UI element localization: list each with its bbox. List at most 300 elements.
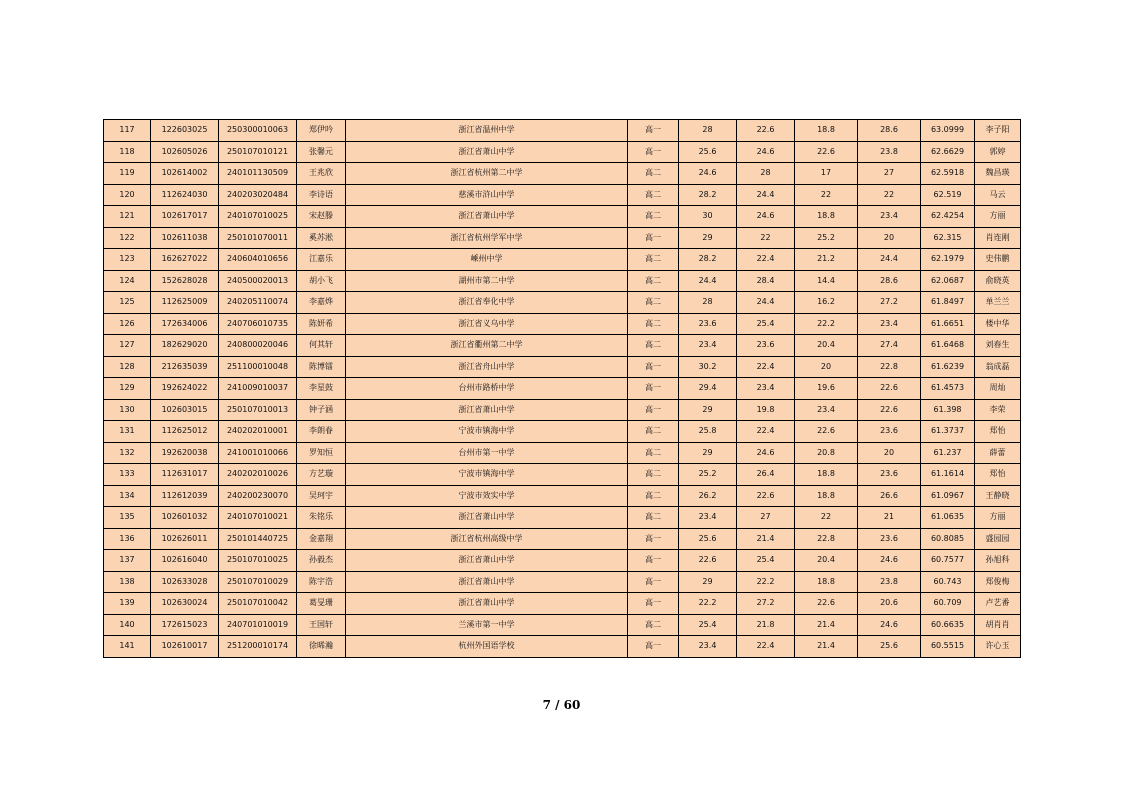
cell-student-name: 李星鼓 [297,378,346,400]
cell-rank: 117 [104,120,151,142]
cell-score-2: 22.6 [737,120,795,142]
cell-rank: 126 [104,313,151,335]
cell-score-3: 19.6 [795,378,858,400]
cell-exam-id: 102626011 [151,528,219,550]
cell-exam-id: 112624030 [151,184,219,206]
cell-rank: 121 [104,206,151,228]
cell-score-2: 28 [737,163,795,185]
cell-total-score: 62.0687 [921,270,975,292]
cell-exam-id: 112612039 [151,485,219,507]
cell-student-id: 240604010656 [219,249,297,271]
cell-score-2: 22.4 [737,636,795,658]
cell-school: 台州市路桥中学 [346,378,628,400]
cell-student-name: 陈博镭 [297,356,346,378]
cell-school: 兰溪市第一中学 [346,614,628,636]
cell-score-3: 20.8 [795,442,858,464]
cell-exam-id: 192624022 [151,378,219,400]
cell-rank: 139 [104,593,151,615]
cell-student-name: 宋赵滕 [297,206,346,228]
table-row [104,614,1021,636]
cell-score-2: 22 [737,227,795,249]
cell-grade: 高一 [628,550,679,572]
cell-student-name: 郑伊吟 [297,120,346,142]
cell-score-3: 18.8 [795,206,858,228]
page-number: 7 / 60 [542,698,581,712]
cell-teacher: 王静晓 [975,485,1021,507]
cell-score-4: 23.4 [858,313,921,335]
cell-student-name: 李诗语 [297,184,346,206]
cell-school: 浙江省杭州学军中学 [346,227,628,249]
cell-score-4: 21 [858,507,921,529]
cell-grade: 高二 [628,270,679,292]
cell-score-1: 25.4 [679,614,737,636]
cell-rank: 134 [104,485,151,507]
table-row [104,335,1021,357]
cell-score-3: 21.4 [795,636,858,658]
cell-score-1: 28.2 [679,184,737,206]
cell-score-2: 21.4 [737,528,795,550]
cell-score-3: 22.2 [795,313,858,335]
cell-student-id: 240107010021 [219,507,297,529]
cell-exam-id: 102614002 [151,163,219,185]
cell-score-4: 23.6 [858,421,921,443]
cell-score-4: 20 [858,442,921,464]
cell-score-1: 29 [679,227,737,249]
cell-score-1: 29 [679,442,737,464]
cell-score-1: 25.6 [679,141,737,163]
cell-grade: 高二 [628,614,679,636]
cell-exam-id: 112625012 [151,421,219,443]
cell-total-score: 61.8497 [921,292,975,314]
cell-score-3: 16.2 [795,292,858,314]
cell-student-id: 240202010026 [219,464,297,486]
cell-score-1: 30 [679,206,737,228]
cell-total-score: 61.398 [921,399,975,421]
cell-score-1: 28 [679,292,737,314]
cell-score-1: 26.2 [679,485,737,507]
cell-score-3: 14.4 [795,270,858,292]
table-row [104,270,1021,292]
cell-grade: 高一 [628,636,679,658]
cell-score-3: 22.6 [795,421,858,443]
cell-student-name: 陈宇浩 [297,571,346,593]
cell-school: 浙江省衢州第二中学 [346,335,628,357]
cell-student-id: 251200010174 [219,636,297,658]
cell-exam-id: 152628028 [151,270,219,292]
table-row [104,399,1021,421]
cell-student-name: 王兆欣 [297,163,346,185]
table-row [104,184,1021,206]
cell-student-name: 张馨元 [297,141,346,163]
cell-rank: 135 [104,507,151,529]
cell-score-2: 23.6 [737,335,795,357]
cell-student-id: 250101440725 [219,528,297,550]
cell-grade: 高二 [628,163,679,185]
cell-score-4: 20 [858,227,921,249]
cell-rank: 128 [104,356,151,378]
cell-score-2: 25.4 [737,313,795,335]
cell-total-score: 60.6635 [921,614,975,636]
table-row [104,485,1021,507]
cell-score-4: 27.2 [858,292,921,314]
cell-student-name: 孙毅杰 [297,550,346,572]
cell-student-id: 250300010063 [219,120,297,142]
cell-score-2: 24.6 [737,442,795,464]
cell-score-4: 25.6 [858,636,921,658]
table-row [104,550,1021,572]
cell-student-id: 250101070011 [219,227,297,249]
cell-score-4: 20.6 [858,593,921,615]
cell-total-score: 63.0999 [921,120,975,142]
cell-score-2: 22.4 [737,421,795,443]
cell-exam-id: 102630024 [151,593,219,615]
cell-student-name: 吴珂宇 [297,485,346,507]
cell-total-score: 60.743 [921,571,975,593]
cell-school: 浙江省萧山中学 [346,206,628,228]
cell-teacher: 郑怡 [975,421,1021,443]
cell-score-3: 17 [795,163,858,185]
cell-exam-id: 102610017 [151,636,219,658]
table-row [104,163,1021,185]
cell-score-2: 24.6 [737,206,795,228]
cell-student-id: 250107010042 [219,593,297,615]
cell-score-4: 23.6 [858,528,921,550]
cell-total-score: 62.4254 [921,206,975,228]
cell-score-2: 24.6 [737,141,795,163]
cell-score-2: 23.4 [737,378,795,400]
cell-total-score: 61.6468 [921,335,975,357]
table-body [104,120,1021,658]
cell-grade: 高二 [628,292,679,314]
cell-student-id: 240706010735 [219,313,297,335]
cell-score-4: 23.8 [858,571,921,593]
cell-student-name: 罗知恒 [297,442,346,464]
table-row [104,356,1021,378]
cell-teacher: 薛蕾 [975,442,1021,464]
cell-teacher: 楼中华 [975,313,1021,335]
cell-score-1: 23.4 [679,507,737,529]
cell-exam-id: 192620038 [151,442,219,464]
cell-school: 嵊州中学 [346,249,628,271]
cell-student-id: 251100010048 [219,356,297,378]
table-row [104,120,1021,142]
cell-exam-id: 102617017 [151,206,219,228]
cell-score-3: 18.8 [795,120,858,142]
cell-student-id: 240203020484 [219,184,297,206]
cell-score-2: 19.8 [737,399,795,421]
cell-exam-id: 112625009 [151,292,219,314]
table-row [104,528,1021,550]
cell-score-2: 22.6 [737,485,795,507]
table-row [104,292,1021,314]
cell-student-name: 江嘉乐 [297,249,346,271]
cell-student-id: 240107010025 [219,206,297,228]
cell-score-4: 22.6 [858,399,921,421]
cell-total-score: 61.3737 [921,421,975,443]
results-table [103,119,1021,658]
cell-teacher: 郭婷 [975,141,1021,163]
cell-score-3: 18.8 [795,485,858,507]
cell-score-1: 23.4 [679,335,737,357]
cell-student-name: 李朗眷 [297,421,346,443]
cell-school: 浙江省杭州第二中学 [346,163,628,185]
cell-exam-id: 162627022 [151,249,219,271]
cell-student-id: 241009010037 [219,378,297,400]
cell-school: 浙江省温州中学 [346,120,628,142]
cell-teacher: 盛园园 [975,528,1021,550]
cell-student-name: 金嘉翔 [297,528,346,550]
cell-school: 杭州外国语学校 [346,636,628,658]
cell-grade: 高一 [628,399,679,421]
cell-total-score: 61.0635 [921,507,975,529]
cell-score-4: 23.8 [858,141,921,163]
cell-rank: 140 [104,614,151,636]
cell-total-score: 61.4573 [921,378,975,400]
table-row [104,571,1021,593]
cell-teacher: 方丽 [975,206,1021,228]
cell-score-2: 27 [737,507,795,529]
cell-student-id: 241001010066 [219,442,297,464]
cell-school: 浙江省萧山中学 [346,550,628,572]
cell-grade: 高一 [628,378,679,400]
cell-grade: 高一 [628,356,679,378]
cell-score-3: 18.8 [795,464,858,486]
cell-student-id: 240500020013 [219,270,297,292]
cell-school: 浙江省义乌中学 [346,313,628,335]
cell-total-score: 61.6651 [921,313,975,335]
cell-score-1: 23.4 [679,636,737,658]
cell-student-id: 240200230070 [219,485,297,507]
cell-score-4: 28.6 [858,120,921,142]
cell-exam-id: 112631017 [151,464,219,486]
cell-teacher: 俞晓英 [975,270,1021,292]
cell-score-2: 25.4 [737,550,795,572]
cell-student-id: 250107010029 [219,571,297,593]
table-row [104,464,1021,486]
cell-grade: 高二 [628,313,679,335]
cell-score-3: 22.6 [795,593,858,615]
cell-exam-id: 182629020 [151,335,219,357]
cell-school: 浙江省萧山中学 [346,507,628,529]
cell-teacher: 方丽 [975,507,1021,529]
cell-teacher: 史伟鹏 [975,249,1021,271]
cell-teacher: 卢艺番 [975,593,1021,615]
cell-student-id: 240101130509 [219,163,297,185]
cell-grade: 高一 [628,528,679,550]
cell-score-1: 24.4 [679,270,737,292]
cell-score-1: 29.4 [679,378,737,400]
cell-rank: 118 [104,141,151,163]
cell-total-score: 60.5515 [921,636,975,658]
cell-school: 浙江省舟山中学 [346,356,628,378]
cell-teacher: 许心玉 [975,636,1021,658]
cell-score-1: 25.8 [679,421,737,443]
cell-score-2: 24.4 [737,184,795,206]
cell-exam-id: 102616040 [151,550,219,572]
cell-rank: 124 [104,270,151,292]
cell-exam-id: 172615023 [151,614,219,636]
cell-teacher: 马云 [975,184,1021,206]
cell-student-name: 奚苏淞 [297,227,346,249]
cell-rank: 122 [104,227,151,249]
table-row [104,141,1021,163]
cell-score-1: 30.2 [679,356,737,378]
cell-rank: 141 [104,636,151,658]
cell-teacher: 刘春生 [975,335,1021,357]
cell-grade: 高二 [628,335,679,357]
cell-score-3: 22 [795,184,858,206]
cell-student-name: 方艺璇 [297,464,346,486]
cell-rank: 131 [104,421,151,443]
cell-score-1: 22.6 [679,550,737,572]
cell-student-id: 240205110074 [219,292,297,314]
cell-exam-id: 102601032 [151,507,219,529]
cell-score-2: 24.4 [737,292,795,314]
cell-grade: 高一 [628,141,679,163]
cell-score-4: 27.4 [858,335,921,357]
cell-score-4: 27 [858,163,921,185]
table-row [104,421,1021,443]
table-row [104,442,1021,464]
cell-total-score: 61.0967 [921,485,975,507]
cell-score-3: 21.4 [795,614,858,636]
cell-score-1: 28 [679,120,737,142]
cell-score-4: 22.6 [858,378,921,400]
cell-score-3: 23.4 [795,399,858,421]
cell-school: 慈溪市浒山中学 [346,184,628,206]
cell-student-id: 250107010013 [219,399,297,421]
cell-rank: 132 [104,442,151,464]
cell-student-id: 240202010001 [219,421,297,443]
cell-score-2: 22.4 [737,249,795,271]
cell-total-score: 61.1614 [921,464,975,486]
cell-exam-id: 102603015 [151,399,219,421]
cell-score-1: 23.6 [679,313,737,335]
cell-student-name: 葛旻珊 [297,593,346,615]
cell-grade: 高一 [628,593,679,615]
cell-exam-id: 102605026 [151,141,219,163]
cell-rank: 129 [104,378,151,400]
cell-student-id: 240701010019 [219,614,297,636]
cell-student-name: 王国轩 [297,614,346,636]
cell-score-4: 24.4 [858,249,921,271]
cell-score-2: 22.4 [737,356,795,378]
cell-grade: 高二 [628,464,679,486]
cell-teacher: 周灿 [975,378,1021,400]
cell-teacher: 孙旭科 [975,550,1021,572]
cell-school: 宁波市镇海中学 [346,464,628,486]
cell-score-4: 23.4 [858,206,921,228]
cell-grade: 高二 [628,421,679,443]
cell-exam-id: 172634006 [151,313,219,335]
cell-score-3: 20.4 [795,335,858,357]
cell-score-3: 21.2 [795,249,858,271]
cell-school: 湖州市第二中学 [346,270,628,292]
cell-school: 台州市第一中学 [346,442,628,464]
cell-score-4: 23.6 [858,464,921,486]
cell-total-score: 61.237 [921,442,975,464]
cell-student-id: 250107010025 [219,550,297,572]
cell-rank: 120 [104,184,151,206]
cell-school: 浙江省杭州高级中学 [346,528,628,550]
table-row [104,206,1021,228]
cell-rank: 137 [104,550,151,572]
cell-rank: 138 [104,571,151,593]
cell-total-score: 61.6239 [921,356,975,378]
cell-grade: 高二 [628,206,679,228]
cell-score-2: 22.2 [737,571,795,593]
cell-school: 浙江省萧山中学 [346,141,628,163]
table-row [104,227,1021,249]
cell-school: 浙江省萧山中学 [346,571,628,593]
cell-rank: 136 [104,528,151,550]
cell-total-score: 62.6629 [921,141,975,163]
cell-rank: 123 [104,249,151,271]
cell-total-score: 62.1979 [921,249,975,271]
table-row [104,313,1021,335]
cell-exam-id: 212635039 [151,356,219,378]
cell-grade: 高一 [628,227,679,249]
cell-score-4: 26.6 [858,485,921,507]
cell-total-score: 60.8085 [921,528,975,550]
cell-student-id: 240800020046 [219,335,297,357]
cell-teacher: 胡肖肖 [975,614,1021,636]
cell-score-1: 22.2 [679,593,737,615]
cell-exam-id: 102611038 [151,227,219,249]
cell-teacher: 单兰兰 [975,292,1021,314]
table-row [104,593,1021,615]
cell-grade: 高二 [628,442,679,464]
cell-rank: 125 [104,292,151,314]
cell-student-id: 250107010121 [219,141,297,163]
cell-student-name: 朱铭乐 [297,507,346,529]
cell-score-3: 22.6 [795,141,858,163]
cell-teacher: 翁成磊 [975,356,1021,378]
table-row [104,507,1021,529]
cell-grade: 高二 [628,485,679,507]
cell-score-1: 29 [679,571,737,593]
cell-teacher: 魏昌瑛 [975,163,1021,185]
cell-score-3: 18.8 [795,571,858,593]
cell-score-4: 24.6 [858,550,921,572]
cell-score-2: 28.4 [737,270,795,292]
cell-student-name: 徐晞瀚 [297,636,346,658]
cell-rank: 130 [104,399,151,421]
cell-school: 宁波市效实中学 [346,485,628,507]
table-row [104,378,1021,400]
cell-school: 浙江省萧山中学 [346,399,628,421]
cell-total-score: 62.519 [921,184,975,206]
cell-score-2: 27.2 [737,593,795,615]
cell-teacher: 郑俊梅 [975,571,1021,593]
cell-student-name: 何其轩 [297,335,346,357]
cell-grade: 高二 [628,507,679,529]
cell-teacher: 郑怡 [975,464,1021,486]
cell-score-3: 22 [795,507,858,529]
cell-student-name: 钟子涵 [297,399,346,421]
table-row [104,636,1021,658]
cell-grade: 高一 [628,571,679,593]
cell-score-3: 20.4 [795,550,858,572]
cell-exam-id: 102633028 [151,571,219,593]
cell-exam-id: 122603025 [151,120,219,142]
cell-score-4: 22.8 [858,356,921,378]
cell-grade: 高一 [628,120,679,142]
cell-student-name: 李嘉烨 [297,292,346,314]
table-row [104,249,1021,271]
cell-score-4: 28.6 [858,270,921,292]
cell-score-4: 24.6 [858,614,921,636]
